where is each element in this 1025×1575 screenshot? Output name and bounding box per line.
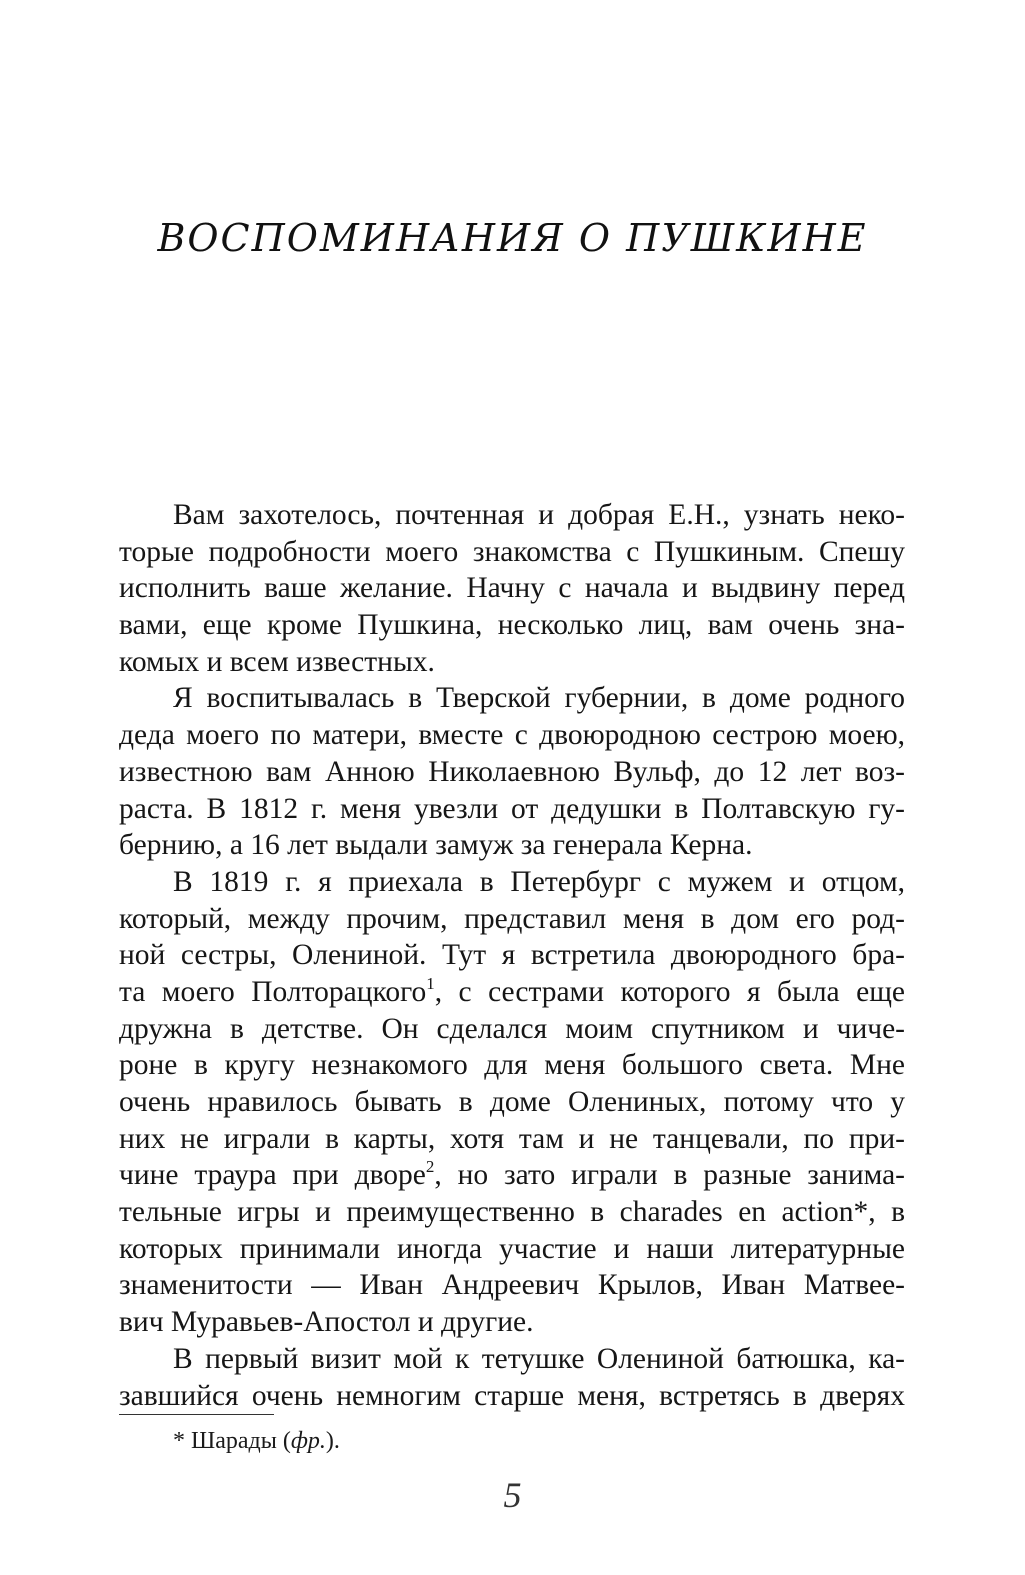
text-line: знаменитости — Иван Андреевич Крылов, Иван Матвее- (119, 1269, 905, 1302)
text-line: В 1819 г. я приехала в Петербург с мужем и отцом, (173, 865, 905, 898)
footnote-abbrev: фр. (290, 1428, 326, 1454)
footnote-ref: 1 (426, 973, 435, 993)
text-segment: та моего Полторацкого (119, 975, 427, 1008)
page-title: ВОСПОМИНАНИЯ О ПУШКИНЕ (157, 216, 868, 260)
text-line: роне в кругу незнакомого для меня большого света. Мне (119, 1049, 905, 1082)
text-line-with-note (119, 1157, 905, 1194)
footnote-ref: 2 (425, 1157, 435, 1177)
text-line: бернию, а 16 лет выдали замуж за генерала Керна. (119, 829, 753, 862)
footnote (173, 1426, 340, 1456)
text-line: исполнить ваше желание. Начну с начала и выдвину перед (119, 572, 905, 605)
text-line: завшийся очень немногим старше меня, встретясь в дверях (119, 1379, 905, 1412)
text-line: В первый визит мой к тетушке Олениной батюшка, ка- (173, 1342, 905, 1375)
text-line: раста. В 1812 г. меня увезли от дедушки в Полтавскую гу- (119, 792, 905, 825)
text-line: известною вам Анною Николаевною Вульф, до 12 лет воз- (119, 755, 905, 788)
text-line: деда моего по матери, вместе с двоюродною сестрою моею, (119, 719, 905, 752)
page-number: 5 (503, 1475, 522, 1515)
text-segment: , но зато играли в разные занима- (434, 1159, 905, 1192)
text-line: Я воспитывалась в Тверской губернии, в доме родного (173, 682, 905, 715)
text-segment: чине траура при дворе (119, 1159, 426, 1192)
footnote-divider (119, 1414, 274, 1415)
text-line: торые подробности моего знакомства с Пушкиным. Спешу (119, 535, 905, 568)
text-line: вич Муравьев-Апостол и другие. (119, 1306, 534, 1339)
body-text (119, 497, 905, 1414)
text-segment: , с сестрами которого я была еще (434, 975, 905, 1008)
text-line: Вам захотелось, почтенная и добрая Е.Н., узнать неко- (173, 499, 905, 531)
text-line: них не играли в карты, хотя там и не танцевали, по при- (119, 1122, 905, 1155)
text-line: который, между прочим, представил меня в дом его род- (119, 902, 905, 935)
text-line: комых и всем известных. (119, 645, 435, 678)
text-line: ной сестры, Олениной. Тут я встретила двоюродного бра- (119, 939, 905, 972)
footnote-tail: ). (325, 1428, 340, 1454)
footnote-text: * Шарады ( (173, 1428, 291, 1454)
text-line: которых принимали иногда участие и наши литературные (119, 1232, 905, 1265)
text-line: вами, еще кроме Пушкина, несколько лиц, вам очень зна- (119, 609, 905, 642)
text-line: тельные игры и преимущественно в charades en action*, в (119, 1196, 905, 1229)
text-line: очень нравилось бывать в доме Олениных, потому что у (119, 1086, 905, 1118)
text-line-with-note (119, 974, 905, 1011)
text-line: дружна в детстве. Он сделался моим спутником и чиче- (119, 1012, 905, 1045)
